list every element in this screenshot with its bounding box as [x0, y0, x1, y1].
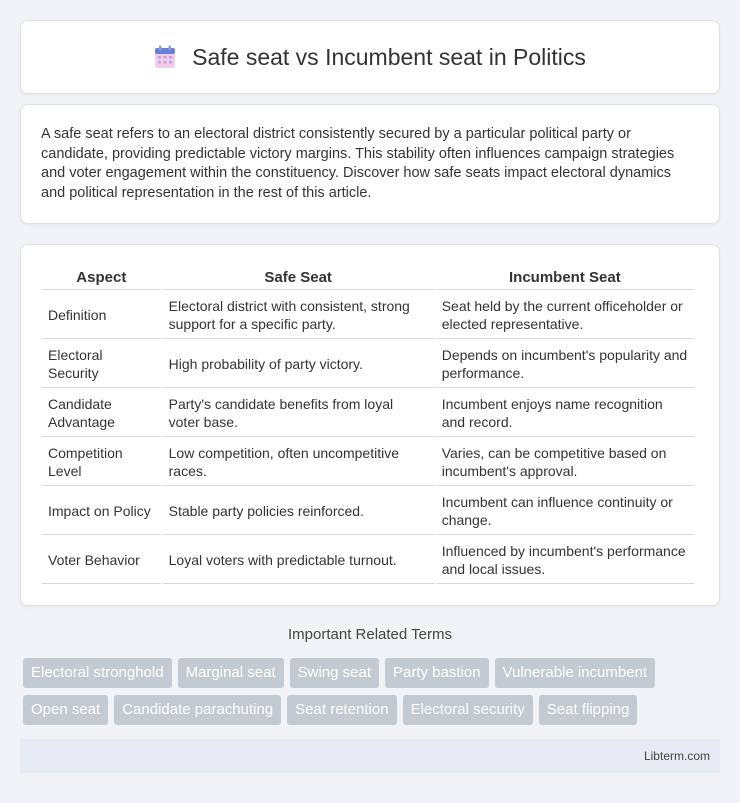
row-safe-seat: Electoral district with consistent, strong support for a specific party. — [163, 292, 434, 339]
intro-text: A safe seat refers to an electoral district consistently secured by a particular political party or candidate, providing predictable victory margins. This stability often influences campaign strategies and voter engagement within the constituency. Discover how safe seats impact electoral dynamics and political representation in the rest of this article. — [41, 126, 675, 201]
row-safe-seat: Low competition, often uncompetitive races. — [163, 439, 434, 486]
tag-party-bastion[interactable]: Party bastion — [385, 658, 489, 688]
row-aspect: Definition — [42, 292, 161, 339]
page-title: Safe seat vs Incumbent seat in Politics — [192, 43, 586, 70]
footer-site-link[interactable]: Libterm.com — [643, 749, 710, 763]
intro-card — [20, 104, 720, 224]
row-incumbent-seat: Varies, can be competitive based on incumbent's approval. — [436, 439, 694, 486]
footer — [20, 739, 720, 773]
row-incumbent-seat: Seat held by the current officeholder or elected representative. — [436, 292, 694, 339]
row-aspect: Impact on Policy — [42, 488, 161, 535]
related-terms-title: Important Related Terms — [288, 626, 452, 643]
header-incumbent-seat: Incumbent Seat — [436, 265, 694, 290]
row-incumbent-seat: Incumbent can influence continuity or change. — [436, 488, 694, 535]
header-safe-seat: Safe Seat — [163, 265, 434, 290]
row-aspect: Voter Behavior — [42, 537, 161, 584]
row-incumbent-seat: Influenced by incumbent's performance and local issues. — [436, 537, 694, 584]
tag-seat-retention[interactable]: Seat retention — [287, 695, 396, 725]
tag-electoral-security[interactable]: Electoral security — [403, 695, 533, 725]
calendar-icon — [154, 45, 176, 69]
row-aspect: Candidate Advantage — [42, 390, 161, 437]
table-row — [42, 292, 694, 339]
row-safe-seat: Stable party policies reinforced. — [163, 488, 434, 535]
tag-electoral-stronghold[interactable]: Electoral stronghold — [23, 658, 172, 688]
tag-row — [23, 695, 723, 725]
table-row — [42, 537, 694, 584]
related-terms-tags — [23, 658, 723, 732]
tag-marginal-seat[interactable]: Marginal seat — [178, 658, 284, 688]
tag-vulnerable-incumbent[interactable]: Vulnerable incumbent — [495, 658, 656, 688]
tag-candidate-parachuting[interactable]: Candidate parachuting — [114, 695, 281, 725]
tag-open-seat[interactable]: Open seat — [23, 695, 108, 725]
comparison-card — [20, 244, 720, 606]
row-safe-seat: High probability of party victory. — [163, 341, 434, 388]
tag-seat-flipping[interactable]: Seat flipping — [539, 695, 638, 725]
header-aspect: Aspect — [42, 265, 161, 290]
row-aspect: Electoral Security — [42, 341, 161, 388]
table-row — [42, 390, 694, 437]
title-card — [20, 20, 720, 94]
tag-swing-seat[interactable]: Swing seat — [290, 658, 379, 688]
row-incumbent-seat: Incumbent enjoys name recognition and record. — [436, 390, 694, 437]
comparison-table — [40, 263, 696, 586]
table-row — [42, 488, 694, 535]
table-header-row — [42, 265, 694, 290]
table-row — [42, 439, 694, 486]
row-safe-seat: Loyal voters with predictable turnout. — [163, 537, 434, 584]
row-aspect: Competition Level — [42, 439, 161, 486]
tag-row — [23, 658, 723, 688]
row-safe-seat: Party's candidate benefits from loyal voter base. — [163, 390, 434, 437]
table-row — [42, 341, 694, 388]
row-incumbent-seat: Depends on incumbent's popularity and performance. — [436, 341, 694, 388]
